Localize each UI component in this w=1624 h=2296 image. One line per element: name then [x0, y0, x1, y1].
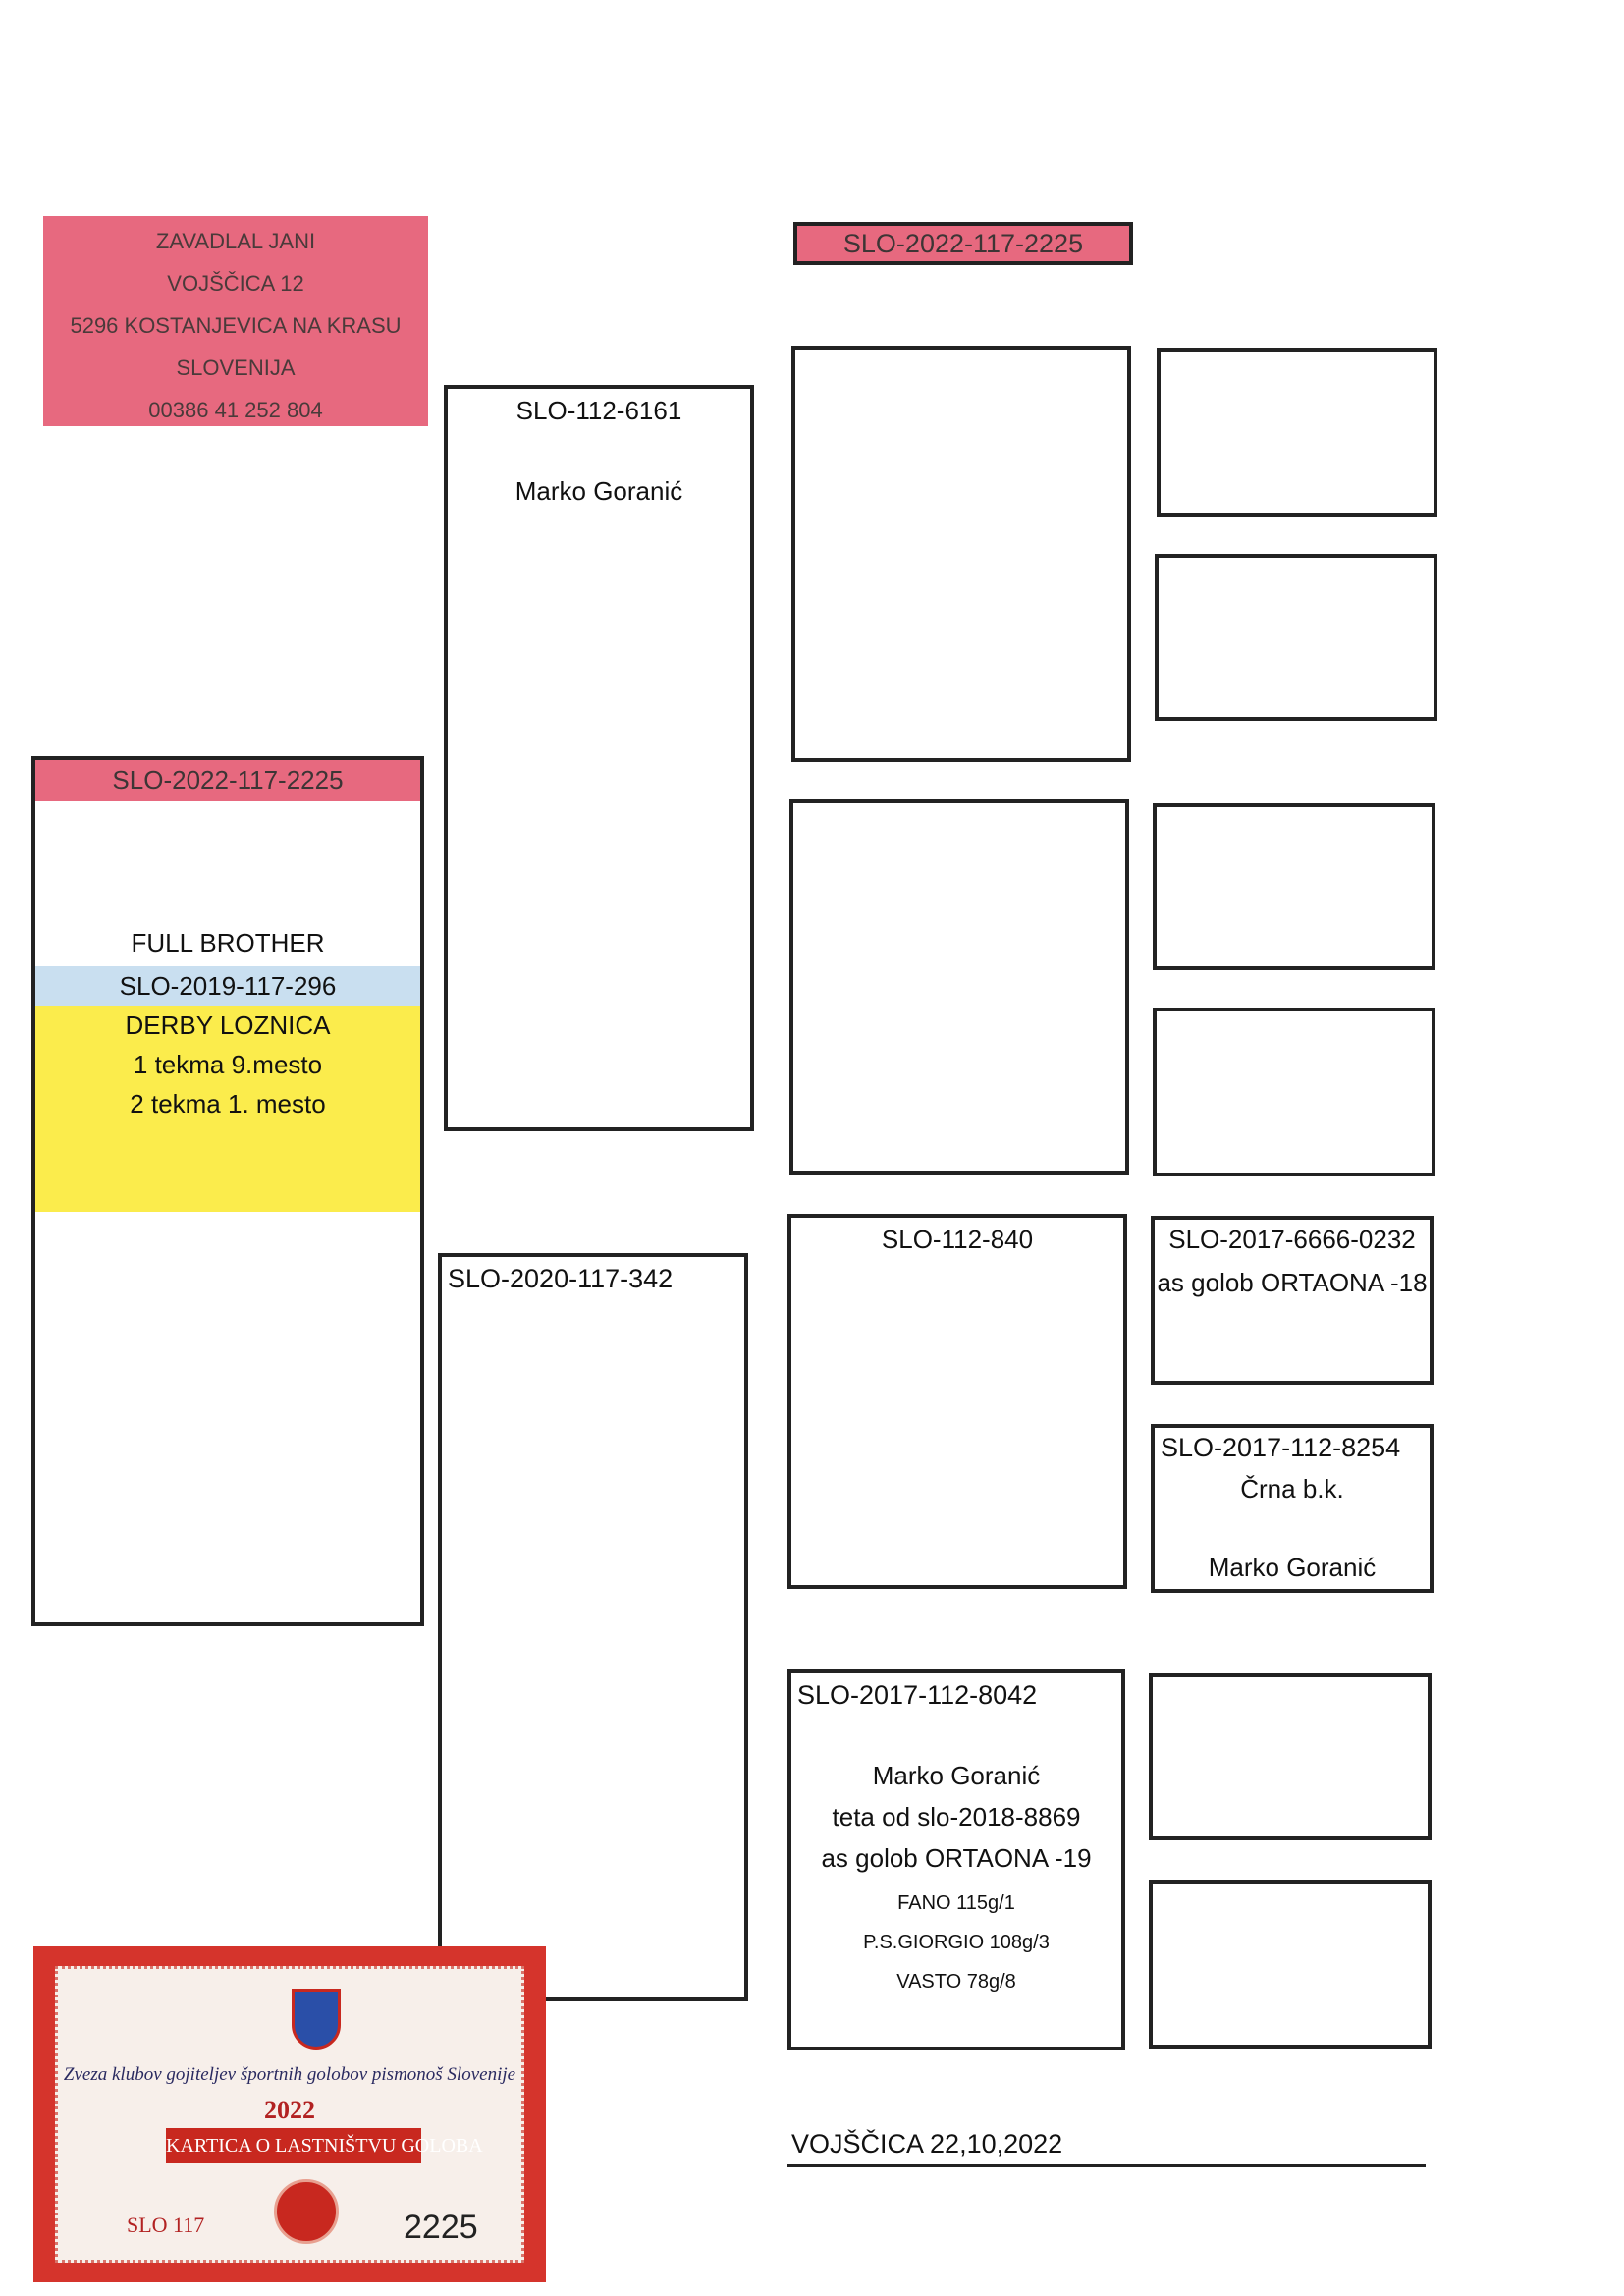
dam-sire-box — [787, 1214, 1127, 1589]
dam-sire-ring: SLO-112-840 — [881, 1225, 1034, 1254]
relation-label: FULL BROTHER — [131, 928, 325, 957]
ownership-card-inner — [55, 1966, 524, 2263]
great-grandparent-box-7 — [1149, 1673, 1432, 1840]
dam-dam-note: teta od slo-2018-8869 — [832, 1802, 1081, 1831]
card-title: KARTICA O LASTNIŠTVU GOLOBA — [166, 2135, 483, 2157]
great-grandparent-box-5 — [1151, 1216, 1434, 1385]
sire-breeder: Marko Goranić — [514, 476, 683, 506]
signature-line — [787, 2164, 1426, 2167]
gg-dam-breeder: Marko Goranić — [1208, 1553, 1377, 1582]
great-grandparent-box-3 — [1153, 803, 1435, 970]
card-motto: Zveza klubov gojiteljev športnih golobov pismonoš Slovenije — [63, 2064, 516, 2085]
gg-sire-ring: SLO-2017-6666-0232 — [1168, 1225, 1416, 1254]
gg-dam-ring: SLO-2017-112-8254 — [1161, 1433, 1401, 1462]
dam-dam-ring: SLO-2017-112-8042 — [797, 1680, 1038, 1710]
owner-phone: 00386 41 252 804 — [148, 398, 323, 422]
card-ring-number: 2225 — [404, 2209, 478, 2246]
great-grandparent-box-2 — [1155, 554, 1437, 721]
dam-ring: SLO-2020-117-342 — [448, 1264, 674, 1293]
dam-dam-result: VASTO 78g/8 — [896, 1971, 1016, 1993]
grandparent-box-2 — [789, 799, 1129, 1175]
card-title-banner — [166, 2128, 483, 2163]
results-band — [35, 1006, 420, 1212]
ring-top-text: SLO-2022-117-2225 — [842, 229, 1084, 258]
sire-ring: SLO-112-6161 — [515, 396, 682, 425]
pigeon-medal-icon — [274, 2179, 339, 2244]
owner-street: VOJŠČICA 12 — [167, 271, 304, 296]
pigeon-main-box — [31, 756, 424, 1626]
great-grandparent-box-6 — [1151, 1424, 1434, 1593]
result-line: 2 tekma 1. mesto — [130, 1089, 326, 1119]
owner-name: ZAVADLAL JANI — [155, 229, 316, 253]
great-grandparent-box-4 — [1153, 1008, 1435, 1176]
brother-ring-band — [35, 966, 420, 1006]
ring-label-top — [793, 222, 1133, 265]
owner-country: SLOVENIJA — [176, 355, 296, 380]
gg-sire-note: as golob ORTAONA -18 — [1157, 1268, 1428, 1297]
gg-dam-note: Črna b.k. — [1240, 1474, 1344, 1503]
owner-city: 5296 KOSTANJEVICA NA KRASU — [70, 313, 402, 338]
great-grandparent-box-8 — [1149, 1880, 1432, 2049]
main-ring-band — [35, 760, 420, 801]
dam-dam-note: Marko Goranić — [872, 1761, 1041, 1790]
great-grandparent-box-1 — [1157, 348, 1437, 517]
owner-address-card — [43, 216, 428, 426]
card-year: 2022 — [264, 2096, 315, 2124]
dam-dam-note: as golob ORTAONA -19 — [821, 1843, 1092, 1873]
card-ring-prefix: SLO 117 — [127, 2213, 205, 2237]
place-date: VOJŠČICA 22,10,2022 — [791, 2129, 1063, 2159]
dam-dam-result: FANO 115g/1 — [897, 1892, 1015, 1914]
sire-box — [444, 385, 754, 1131]
ownership-card — [33, 1946, 546, 2282]
main-ring: SLO-2022-117-2225 — [112, 765, 344, 794]
dam-dam-result: P.S.GIORGIO 108g/3 — [863, 1932, 1050, 1953]
result-line: DERBY LOZNICA — [125, 1011, 331, 1040]
coat-of-arms-icon — [292, 1989, 341, 2050]
grandparent-box-1 — [791, 346, 1131, 762]
dam-box — [438, 1253, 748, 2001]
dam-dam-box — [787, 1669, 1125, 2050]
result-line: 1 tekma 9.mesto — [133, 1050, 323, 1079]
brother-ring: SLO-2019-117-296 — [119, 971, 337, 1001]
